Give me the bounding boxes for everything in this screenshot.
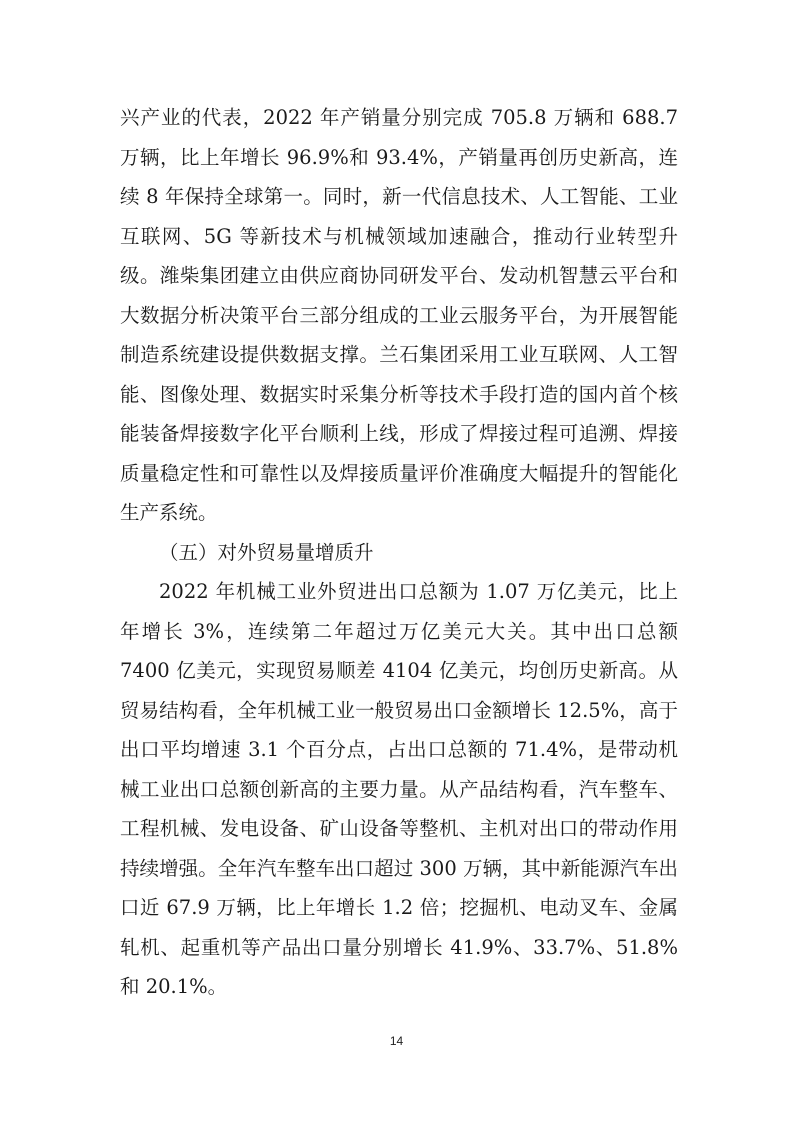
paragraph-foreign-trade: 2022 年机械工业外贸进出口总额为 1.07 万亿美元，比上年增长 3%，连续第二年超过万亿美元大关。其中出口总额 7400 亿美元，实现贸易顺差 4104 亿美元，均创历史新高。从贸易结构看，全年机械工业一般贸易出口金额增长 12.5%，高于出口平均增速 3.1 个百分点，占出口总额的 71.4%，是带动机械工业出口总额创新高的主要力量。从产品结构看，汽车整车、工程机械、发电设备、矿山设备等整机、主机对出口的带动作用持续增强。全年汽车整车出口超过 300 万辆，其中新能源汽车出口近 67.9 万辆，比上年增长 1.2 倍；挖掘机、电动叉车、金属轧机、起重机等产品出口量分别增长 41.9%、33.7%、51.8%和 20.1%。: [120, 580, 678, 998]
page-number: 14: [389, 1034, 404, 1048]
body-text: [120, 98, 678, 1007]
paragraph-continuation: 兴产业的代表，2022 年产销量分别完成 705.8 万辆和 688.7 万辆，比上年增长 96.9%和 93.4%，产销量再创历史新高，连续 8 年保持全球第一。同时，新一代信息技术、人工智能、工业互联网、5G 等新技术与机械领域加速融合，推动行业转型升级。潍柴集团建立由供应商协同研发平台、发动机智慧云平台和大数据分析决策平台三部分组成的工业云服务平台，为开展智能制造系统建设提供数据支撑。兰石集团采用工业互联网、人工智能、图像处理、数据实时采集分析等技术手段打造的国内首个核能装备焊接数字化平台顺利上线，形成了焊接过程可追溯、焊接质量稳定性和可靠性以及焊接质量评价准确度大幅提升的智能化生产系统。: [120, 106, 678, 524]
section-heading: （五）对外贸易量增质升: [159, 540, 374, 564]
